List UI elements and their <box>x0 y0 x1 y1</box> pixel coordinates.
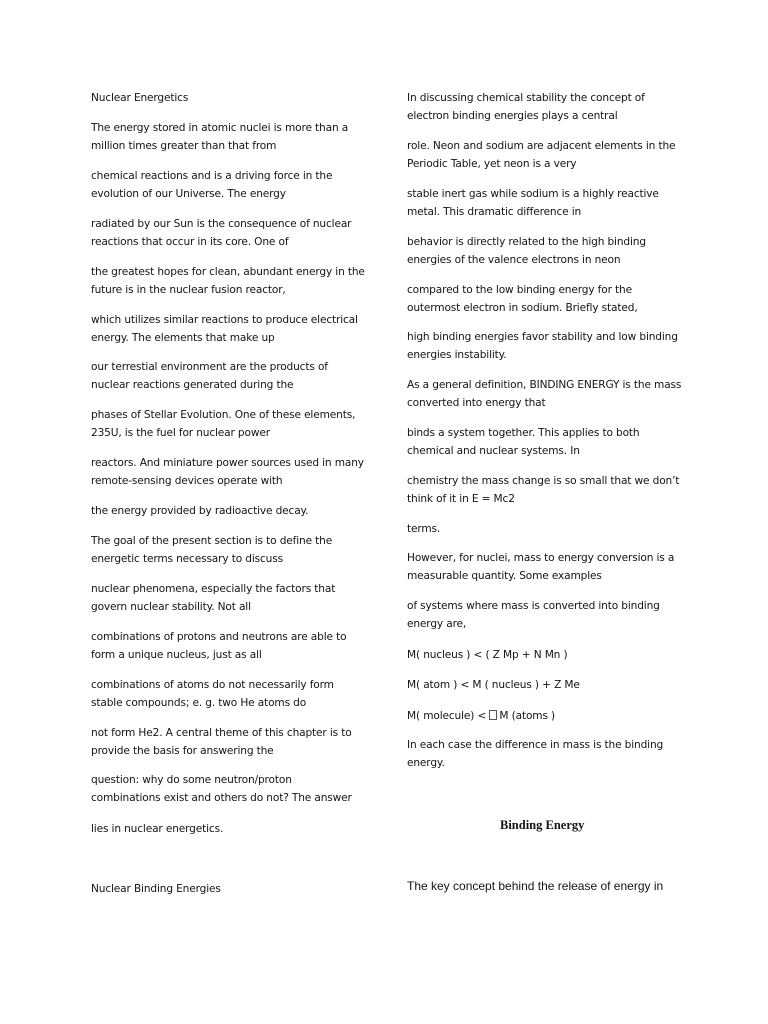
section-title: Nuclear Energetics <box>91 92 189 104</box>
text-line: converted into energy that <box>407 396 546 409</box>
paragraph <box>407 282 638 317</box>
paragraph <box>407 737 663 772</box>
text-line: combinations of atoms do not necessarily form <box>91 679 334 691</box>
text-line: stable compounds; e. g. two He atoms do <box>91 696 307 709</box>
text-line: reactions that occur in its core. One of <box>91 235 289 248</box>
paragraph <box>91 312 358 347</box>
paragraph <box>91 264 365 299</box>
text-line: Nuclear Binding Energies <box>91 883 221 895</box>
text-line: 235U, is the fuel for nuclear power <box>91 426 270 439</box>
paragraph <box>91 455 364 490</box>
paragraph <box>91 677 334 712</box>
text-line: the energy provided by radioactive decay. <box>91 505 309 517</box>
text-line: energies instability. <box>407 348 507 361</box>
paragraph <box>91 629 346 664</box>
molecule-suffix: M (atoms ) <box>499 710 556 722</box>
text-line: energies of the valence electrons in neon <box>407 253 621 266</box>
text-line: outermost electron in sodium. Briefly stated, <box>407 301 638 314</box>
paragraph <box>407 329 678 364</box>
paragraph <box>407 90 645 125</box>
text-line: energetic terms necessary to discuss <box>91 552 283 565</box>
text-line: our terrestial environment are the products of <box>91 361 328 373</box>
text-line: form a unique nucleus, just as all <box>91 648 262 661</box>
text-line: nuclear reactions generated during the <box>91 378 294 391</box>
text-line: the greatest hopes for clean, abundant energy in the <box>91 266 365 278</box>
text-line: energy. The elements that make up <box>91 331 275 344</box>
text-line: reactors. And miniature power sources used in many <box>91 457 364 469</box>
text-line: million times greater than that from <box>91 139 277 152</box>
text-line: M( molecule) < M (atoms ) <box>407 710 556 722</box>
text-line: behavior is directly related to the high binding <box>407 236 646 248</box>
text-line: high binding energies favor stability and low binding <box>407 331 678 343</box>
paragraph <box>91 407 355 442</box>
paragraph <box>407 598 660 633</box>
text-line: energy. <box>407 756 445 769</box>
text-line: future is in the nuclear fusion reactor, <box>91 283 286 296</box>
text-line: phases of Stellar Evolution. One of these elements, <box>91 409 356 421</box>
text-line: evolution of our Universe. The energy <box>91 187 286 200</box>
text-line: not form He2. A central theme of this chapter is to <box>91 727 352 739</box>
paragraph <box>407 377 681 412</box>
paragraph <box>91 359 328 394</box>
binding-energy-heading: Binding Energy <box>500 818 585 832</box>
text-line: provide the basis for answering the <box>91 744 274 757</box>
text-line: role. Neon and sodium are adjacent elements in the <box>407 140 676 152</box>
text-line: M( atom ) < M ( nucleus ) + Z Me <box>407 679 580 691</box>
text-line: question: why do some neutron/proton <box>91 774 292 786</box>
paragraph <box>407 708 555 726</box>
text-line: radiated by our Sun is the consequence of nuclear <box>91 218 352 230</box>
missing-glyph-icon <box>489 710 497 720</box>
text-line: The energy stored in atomic nuclei is more than a <box>91 122 349 134</box>
text-line: combinations of protons and neutrons are able to <box>91 631 347 643</box>
text-line: binds a system together. This applies to both <box>407 427 640 439</box>
text-line: M( nucleus ) < ( Z Mp + N Mn ) <box>407 649 568 661</box>
paragraph <box>91 581 335 616</box>
paragraph <box>407 425 639 460</box>
text-line: measurable quantity. Some examples <box>407 569 602 582</box>
paragraph <box>91 503 308 521</box>
text-line: chemical reactions and is a driving force in the <box>91 170 333 182</box>
paragraph: The key concept behind the release of energy in <box>407 879 664 893</box>
text-line: chemical and nuclear systems. In <box>407 444 580 457</box>
text-line: combinations exist and others do not? The answer <box>91 791 352 804</box>
paragraph <box>91 725 352 760</box>
text-line: lies in nuclear energetics. <box>91 823 224 835</box>
text-line: remote-sensing devices operate with <box>91 474 283 487</box>
text-line: compared to the low binding energy for the <box>407 284 632 296</box>
text-line: which utilizes similar reactions to produce electrical <box>91 314 358 326</box>
text-line: think of it in E = Mc2 <box>407 492 515 505</box>
text-line: However, for nuclei, mass to energy conversion is a <box>407 552 675 564</box>
text-line: chemistry the mass change is so small that we don’t <box>407 475 680 487</box>
paragraph <box>91 533 332 568</box>
text-line: govern nuclear stability. Not all <box>91 600 251 613</box>
paragraph <box>91 821 223 839</box>
text-line: Periodic Table, yet neon is a very <box>407 157 577 170</box>
text-line: In each case the difference in mass is the binding <box>407 739 664 751</box>
text-line: energy are, <box>407 617 467 630</box>
text-line: The goal of the present section is to define the <box>91 535 333 547</box>
text-line: nuclear phenomena, especially the factors that <box>91 583 336 595</box>
paragraph <box>407 647 567 665</box>
paragraph <box>407 234 646 269</box>
paragraph <box>407 186 659 221</box>
text-line: terms. <box>407 523 441 535</box>
paragraph <box>407 677 580 695</box>
text-line: In discussing chemical stability the concept of <box>407 92 645 104</box>
text-line: electron binding energies plays a central <box>407 109 618 122</box>
paragraph <box>91 120 348 155</box>
text-line: stable inert gas while sodium is a highly reactive <box>407 188 659 200</box>
text-line: of systems where mass is converted into binding <box>407 600 660 612</box>
paragraph <box>407 550 674 585</box>
text-line: As a general definition, BINDING ENERGY is the mass <box>407 379 682 391</box>
subsection-title <box>91 881 221 899</box>
text-line: metal. This dramatic difference in <box>407 205 582 218</box>
paragraph <box>91 168 332 203</box>
paragraph <box>91 216 351 251</box>
paragraph <box>407 473 679 508</box>
paragraph <box>91 772 352 807</box>
paragraph <box>407 138 675 173</box>
paragraph <box>407 521 440 539</box>
